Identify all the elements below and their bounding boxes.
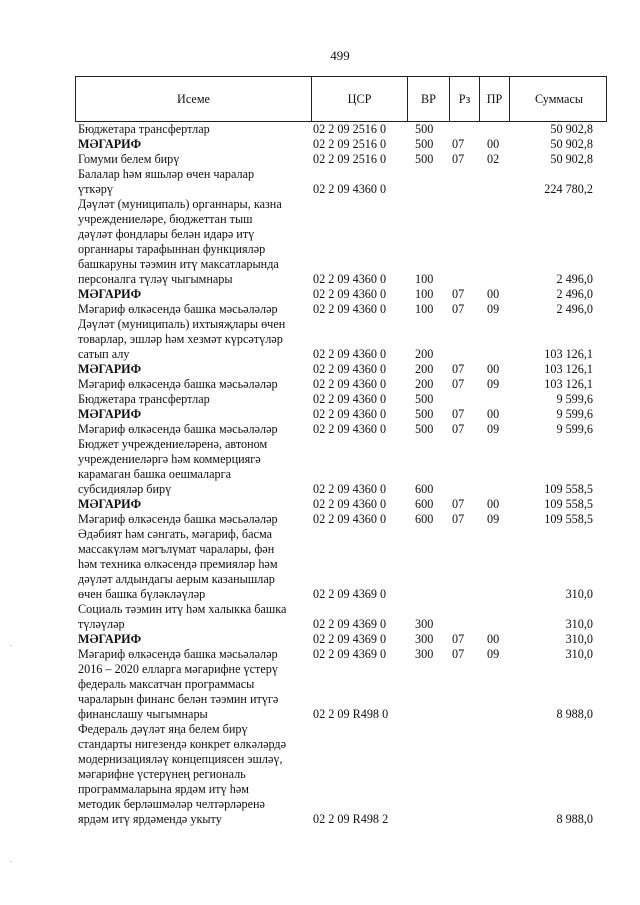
row-vr: 500: [415, 422, 434, 436]
name-line: МӘГАРИФ: [78, 407, 142, 421]
row-rz: 07: [452, 137, 465, 151]
row-sum: 8 988,0: [556, 707, 593, 721]
name-line: Бюджетара трансфертлар: [78, 122, 210, 136]
name-line: 2016 – 2020 елларга мәгарифне үстерү: [78, 662, 278, 676]
row-vr: 200: [415, 377, 434, 391]
row-name: [75, 527, 311, 602]
row-rz: 07: [452, 407, 465, 421]
table-row: [75, 392, 607, 407]
row-sum: 310,0: [565, 647, 593, 661]
name-line: түләүләр: [78, 617, 125, 631]
name-line: Мәгариф өлкәсендә башка мәсьәләләр: [78, 422, 278, 436]
table-row: [75, 167, 607, 197]
table-row: [75, 302, 607, 317]
row-rz: 07: [452, 422, 465, 436]
row-csr: 02 2 09 2516 0: [313, 122, 387, 136]
row-csr: 02 2 09 4360 0: [313, 272, 387, 286]
row-csr: 02 2 09 4360 0: [313, 497, 387, 511]
row-rz: 07: [452, 302, 465, 316]
name-line: Балалар һәм яшьләр өчен чаралар: [78, 167, 255, 181]
table-row: [75, 152, 607, 167]
row-sum: 224 780,2: [544, 182, 593, 196]
row-sum: 8 988,0: [556, 812, 593, 826]
name-line: МӘГАРИФ: [78, 287, 142, 301]
row-sum: 2 496,0: [556, 302, 593, 316]
table-row: [75, 437, 607, 497]
row-vr: 500: [415, 152, 434, 166]
name-line: Мәгариф өлкәсендә башка мәсьәләләр: [78, 647, 278, 661]
name-line: программаларына ярдәм итү һәм: [78, 782, 249, 796]
row-vr: 600: [415, 512, 434, 526]
row-sum: 310,0: [565, 587, 593, 601]
header-pr: ПР: [480, 77, 510, 121]
row-csr: 02 2 09 4369 0: [313, 647, 387, 661]
row-csr: 02 2 09 4369 0: [313, 632, 387, 646]
row-vr: 100: [415, 302, 434, 316]
name-line: массакүләм мәгълүмат чаралары, фән: [78, 542, 275, 556]
row-vr: 200: [415, 347, 434, 361]
budget-table: [75, 76, 607, 827]
row-csr: 02 2 09 4360 0: [313, 347, 387, 361]
row-sum: 109 558,5: [544, 497, 593, 511]
row-sum: 50 902,8: [550, 152, 593, 166]
row-rz: 07: [452, 497, 465, 511]
row-csr: 02 2 09 R498 0: [313, 707, 389, 721]
row-csr: 02 2 09 4360 0: [313, 407, 387, 421]
row-sum: 310,0: [565, 617, 593, 631]
row-csr: 02 2 09 4360 0: [313, 392, 387, 406]
table-row: [75, 512, 607, 527]
table-row: [75, 377, 607, 392]
row-sum: 310,0: [565, 632, 593, 646]
row-sum: 9 599,6: [556, 407, 593, 421]
row-pr: 09: [487, 512, 500, 526]
margin-mark: ·: [9, 640, 13, 652]
name-line: персоналга түләү чыгымнары: [78, 272, 233, 286]
name-line: Бюджетара трансфертлар: [78, 392, 210, 406]
header-csr: ЦСР: [312, 77, 408, 121]
row-name: [75, 647, 311, 662]
name-line: Әдәбият һәм сәнгать, мәгариф, басма: [78, 527, 272, 541]
row-sum: 103 126,1: [544, 377, 593, 391]
row-vr: 500: [415, 122, 434, 136]
row-csr: 02 2 09 4360 0: [313, 182, 387, 196]
row-sum: 50 902,8: [550, 137, 593, 151]
margin-mark: ·: [9, 856, 13, 868]
row-csr: 02 2 09 4369 0: [313, 617, 387, 631]
name-line: федераль максатчан программасы: [78, 677, 255, 691]
row-pr: 09: [487, 302, 500, 316]
name-line: учреждениеләргә һәм коммерциягә: [78, 452, 261, 466]
name-line: һәм техника өлкәсендә премияләр һәм: [78, 557, 278, 571]
name-line: Дәүләт (муниципаль) ихтыяҗлары өчен: [78, 317, 286, 331]
row-name: [75, 422, 311, 437]
row-rz: 07: [452, 362, 465, 376]
row-sum: 109 558,5: [544, 512, 593, 526]
row-name: [75, 122, 311, 137]
page-number: 499: [330, 48, 350, 63]
table-row: [75, 647, 607, 662]
name-line: дәүләт алдындагы аерым казанышлар: [78, 572, 275, 586]
row-sum: 103 126,1: [544, 347, 593, 361]
name-line: Гомуми белем бирү: [78, 152, 180, 166]
row-name: [75, 377, 311, 392]
row-csr: 02 2 09 4360 0: [313, 362, 387, 376]
row-sum: 9 599,6: [556, 392, 593, 406]
row-name: [75, 167, 311, 197]
name-line: ярдәм итү ярдәмендә укыту: [78, 812, 222, 826]
row-csr: 02 2 09 4360 0: [313, 302, 387, 316]
table-row: [75, 407, 607, 422]
name-line: дәүләт фондлары белән идарә итү: [78, 227, 255, 241]
row-sum: 2 496,0: [556, 272, 593, 286]
row-rz: 07: [452, 632, 465, 646]
name-line: МӘГАРИФ: [78, 362, 142, 376]
name-line: сатып алу: [78, 347, 130, 361]
row-name: [75, 302, 311, 317]
row-vr: 200: [415, 362, 434, 376]
table-row: [75, 317, 607, 362]
header-vr: ВР: [408, 77, 450, 121]
row-csr: 02 2 09 R498 2: [313, 812, 389, 826]
row-csr: 02 2 09 2516 0: [313, 152, 387, 166]
row-rz: 07: [452, 647, 465, 661]
table-row: [75, 362, 607, 377]
row-vr: 300: [415, 647, 434, 661]
header-rz: Рз: [450, 77, 480, 121]
row-pr: 00: [487, 497, 500, 511]
table-row: [75, 122, 607, 137]
name-line: үткәрү: [78, 182, 113, 196]
row-vr: 500: [415, 407, 434, 421]
name-line: модернизацияләү концепциясен эшләү,: [78, 752, 283, 766]
row-sum: 2 496,0: [556, 287, 593, 301]
name-line: органнары тарафыннан функцияләр: [78, 242, 266, 256]
row-name: [75, 602, 311, 632]
row-rz: 07: [452, 377, 465, 391]
row-vr: 500: [415, 137, 434, 151]
name-line: учреждениеләре, бюджеттан тыш: [78, 212, 253, 226]
table-row: [75, 662, 607, 722]
row-vr: 600: [415, 482, 434, 496]
row-name: [75, 632, 311, 647]
name-line: Дәүләт (муниципаль) органнары, казна: [78, 197, 282, 211]
row-csr: 02 2 09 4369 0: [313, 587, 387, 601]
row-csr: 02 2 09 4360 0: [313, 422, 387, 436]
row-name: [75, 197, 311, 287]
name-line: методик берләшмәләр челтәрләренә: [78, 797, 265, 811]
row-pr: 09: [487, 647, 500, 661]
name-line: Бюджет учреждениеләренә, автоном: [78, 437, 268, 451]
row-csr: 02 2 09 4360 0: [313, 512, 387, 526]
row-name: [75, 722, 311, 827]
table-body: [75, 122, 607, 827]
name-line: МӘГАРИФ: [78, 497, 142, 511]
row-pr: 02: [487, 152, 500, 166]
row-rz: 07: [452, 152, 465, 166]
row-csr: 02 2 09 4360 0: [313, 482, 387, 496]
name-line: карамаган башка оешмаларга: [78, 467, 232, 481]
name-line: субсидияләр бирү: [78, 482, 172, 496]
row-sum: 50 902,8: [550, 122, 593, 136]
table-row: [75, 602, 607, 632]
name-line: Социаль тәэмин итү һәм халыкка башка: [78, 602, 287, 616]
row-pr: 00: [487, 632, 500, 646]
row-name: [75, 437, 311, 497]
row-name: [75, 512, 311, 527]
row-vr: 100: [415, 287, 434, 301]
row-rz: 07: [452, 512, 465, 526]
table-row: [75, 497, 607, 512]
header-name: Исеме: [76, 77, 312, 121]
row-pr: 00: [487, 287, 500, 301]
name-line: Федераль дәүләт яңа белем бирү: [78, 722, 248, 736]
name-line: финанслашу чыгымнары: [78, 707, 208, 721]
row-rz: 07: [452, 287, 465, 301]
name-line: товарлар, эшләр һәм хезмәт күрсәтүләр: [78, 332, 283, 346]
name-line: башкаруны тәэмин итү максатларында: [78, 257, 279, 271]
row-name: [75, 137, 311, 152]
row-name: [75, 407, 311, 422]
table-row: [75, 137, 607, 152]
row-sum: 9 599,6: [556, 422, 593, 436]
table-row: [75, 722, 607, 827]
row-name: [75, 362, 311, 377]
row-sum: 109 558,5: [544, 482, 593, 496]
table-header: [75, 76, 607, 122]
name-line: мәгарифне үстерүнең региональ: [78, 767, 246, 781]
name-line: Мәгариф өлкәсендә башка мәсьәләләр: [78, 302, 278, 316]
row-name: [75, 392, 311, 407]
table-row: [75, 527, 607, 602]
row-name: [75, 497, 311, 512]
row-pr: 09: [487, 422, 500, 436]
row-name: [75, 317, 311, 362]
name-line: МӘГАРИФ: [78, 137, 142, 151]
name-line: Мәгариф өлкәсендә башка мәсьәләләр: [78, 512, 278, 526]
name-line: МӘГАРИФ: [78, 632, 142, 646]
row-pr: 00: [487, 137, 500, 151]
table-row: [75, 287, 607, 302]
row-vr: 300: [415, 617, 434, 631]
row-vr: 100: [415, 272, 434, 286]
row-csr: 02 2 09 4360 0: [313, 377, 387, 391]
table-row: [75, 197, 607, 287]
row-csr: 02 2 09 4360 0: [313, 287, 387, 301]
row-vr: 300: [415, 632, 434, 646]
row-csr: 02 2 09 2516 0: [313, 137, 387, 151]
row-vr: 500: [415, 392, 434, 406]
row-pr: 00: [487, 362, 500, 376]
table-row: [75, 422, 607, 437]
name-line: чараларын финанс белән тәэмин итүгә: [78, 692, 279, 706]
name-line: стандарты нигезендә конкрет өлкәләрдә: [78, 737, 287, 751]
name-line: өчен башка бүләкләүләр: [78, 587, 206, 601]
row-sum: 103 126,1: [544, 362, 593, 376]
name-line: Мәгариф өлкәсендә башка мәсьәләләр: [78, 377, 278, 391]
row-pr: 00: [487, 407, 500, 421]
row-name: [75, 287, 311, 302]
row-name: [75, 662, 311, 722]
header-sum: Суммасы: [534, 91, 584, 106]
table-row: [75, 632, 607, 647]
row-name: [75, 152, 311, 167]
row-pr: 09: [487, 377, 500, 391]
row-vr: 600: [415, 497, 434, 511]
